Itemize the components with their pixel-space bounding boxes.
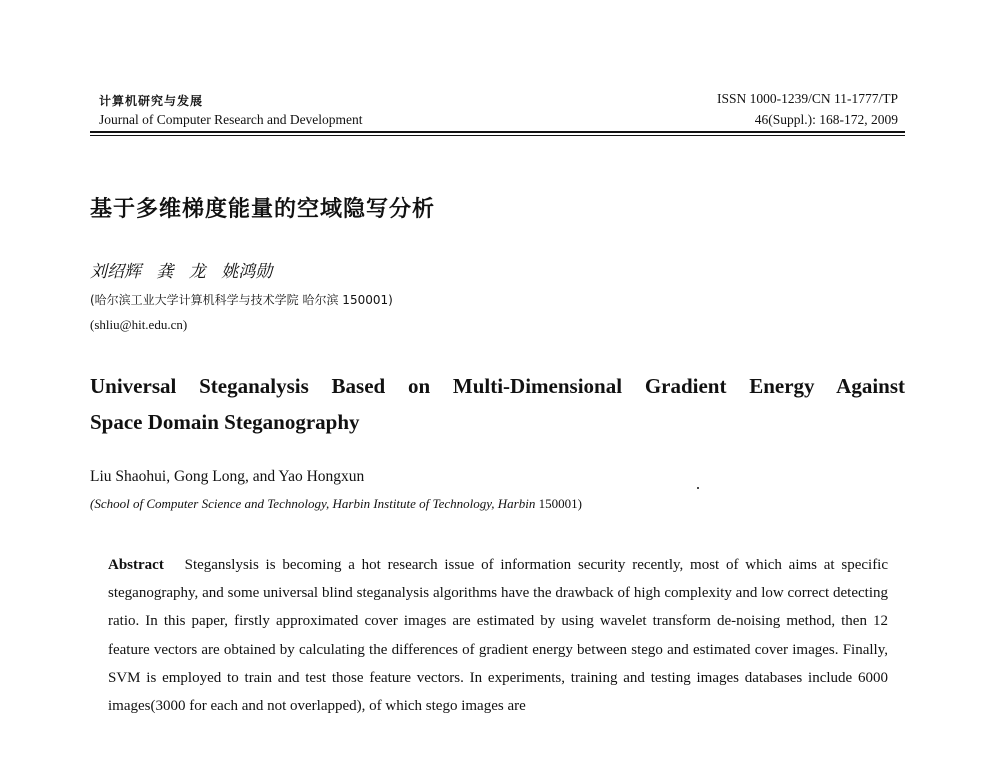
- author-email: (shliu@hit.edu.cn): [90, 317, 188, 332]
- paper-title-en-line2: Space Domain Steganography: [90, 410, 360, 434]
- stray-dot: [697, 487, 699, 489]
- affiliation-en: [90, 496, 582, 512]
- affiliation-en-text: (School of Computer Science and Technology, Harbin Institute of Technology, Harbin: [90, 496, 536, 511]
- affiliation-en-postcode: 150001): [538, 496, 582, 511]
- paper-title-cn: 基于多维梯度能量的空域隐写分析: [90, 197, 436, 222]
- authors-cn: 刘绍辉 龚 龙 姚鸿勋: [90, 262, 273, 282]
- journal-name-en: Journal of Computer Research and Development: [99, 112, 363, 127]
- volume-info: 46(Suppl.): 168-172, 2009: [754, 112, 898, 127]
- journal-name-cn: 计算机研究与发展: [99, 94, 204, 108]
- abstract: [108, 551, 888, 720]
- paper-title-en: [90, 368, 905, 440]
- header-rule-thin: [90, 135, 905, 136]
- abstract-text: Steganslysis is becoming a hot research issue of information security recently, most of which aims at specific steganography, and some universal blind steganalysis algorithms have the drawback of high complexity and low correct detecting ratio. In this paper, firstly approximated cover images are estimated by using wavelet transform de-noising method, then 12 feature vectors are obtained by calculating the differences of gradient energy between stego and estimated cover images. Finally, SVM is employed to train and test those feature vectors. In experiments, training and testing images databases include 6000 images(3000 for each and not overlapped), of which stego images are: [108, 557, 889, 715]
- issn-info: ISSN 1000-1239/CN 11-1777/TP: [716, 91, 898, 106]
- paper-title-en-line1: Universal Steganalysis Based on Multi-Dimensional Gradient Energy Against: [90, 374, 905, 398]
- authors-en: Liu Shaohui, Gong Long, and Yao Hongxun: [90, 468, 365, 485]
- abstract-label: Abstract: [108, 557, 164, 573]
- affiliation-cn: (哈尔滨工业大学计算机科学与技术学院 哈尔滨 150001): [90, 293, 393, 307]
- header-rule-thick: [90, 131, 905, 133]
